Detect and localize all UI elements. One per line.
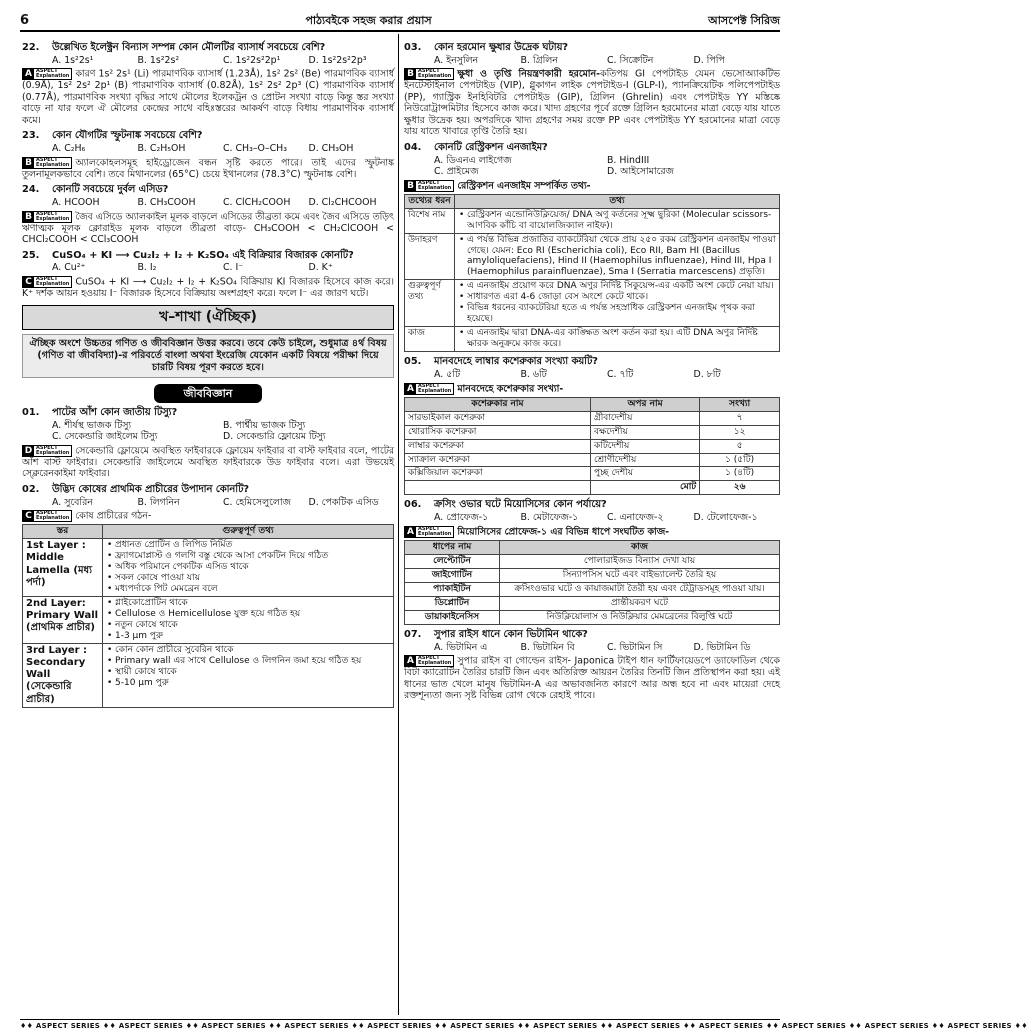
fact-item: • প্রধানত প্রোটিন ও লিপিড নির্মিত (106, 540, 390, 551)
question-stem (404, 356, 780, 368)
info-type: উদাহরণ (405, 233, 455, 280)
table-row (405, 327, 780, 352)
info-facts (455, 327, 780, 352)
page-footer: ♦♦ ASPECT SERIES ♦♦ ASPECT SERIES ♦♦ ASPECT SERIES ♦♦ ASPECT SERIES ♦♦ ASPECT SERIES ♦♦ ASPECT SERIES ♦♦ ASPECT SERIES ♦♦ ASPECT SERIES ♦♦ ASPECT SERIES ♦♦ ASPECT SERIES ♦♦ ASPECT SERIES ♦♦ ASPECT SERIES ♦♦ (20, 1019, 780, 1031)
question-stem (22, 250, 394, 262)
total-value: ২৬ (700, 481, 780, 495)
answer-options (404, 369, 780, 380)
badge-line: Explanation (418, 73, 452, 80)
badge-text (34, 69, 71, 79)
explanation (22, 445, 394, 480)
fact-item: • এ এনজাইম প্রয়োগ করে DNA অণুর নির্দিষ্ট সিকুয়েন্স-এর একটি অংশ কেটে নেয়া যায়। (458, 281, 776, 292)
explanation (404, 383, 780, 395)
table-row (405, 554, 780, 568)
explanation (404, 655, 780, 701)
table-cell: থোরাসিক কশেরুকা (405, 425, 591, 439)
question-text: উদ্ভিদ কোষের প্রাথমিক প্রাচীরের উপাদান কোনটি? (52, 483, 250, 495)
answer-option: A. সুবেরিন (52, 496, 93, 508)
layer-name: 2nd Layer: Primary Wall (প্রাথমিক প্রাচীর) (23, 597, 103, 644)
question-text: কোনটি সবচেয়ে দুর্বল এসিড? (52, 184, 169, 196)
question-number: 24. (22, 184, 40, 196)
question-block (404, 42, 780, 138)
answer-options (404, 512, 780, 523)
badge-line: Explanation (36, 215, 70, 222)
question-block (404, 142, 780, 192)
table-header: অপর নাম (590, 397, 699, 411)
answer-option: D. আইসোমারেজ (607, 166, 674, 178)
stage-name: লেপ্টোটিন (405, 554, 500, 568)
question-block (404, 356, 780, 394)
answer-letter: A (23, 69, 34, 79)
stage-event: সিন্যাপসিস ঘটে এবং বাইভ্যালেন্ট তৈরি হয় (500, 568, 780, 582)
explanation (404, 526, 780, 538)
question-number: 03. (404, 42, 422, 53)
explanation-badge (404, 68, 454, 80)
answer-option: D. পিপি (693, 54, 725, 66)
answer-options (22, 262, 394, 273)
section-note: ঐচ্ছিক অংশে উচ্চতর গণিত ও জীববিজ্ঞান উত্তর করবে। তবে কেউ চাইলে, শুধুমাত্র ৪র্থ বিষয় (গণিত বা জীববিদ্যা)-র পরিবর্তে বাংলা অথবা ইংরেজি যেকোন একটি বিষয়ে পরীক্ষা দিয়ে চারটি বিষয় পূরণ করতে হবে। (22, 334, 394, 377)
explanation-badge (404, 180, 454, 192)
badge-line: ASPECT (36, 444, 58, 451)
question-number: 22. (22, 42, 40, 53)
answer-option: A. ৫টি (434, 369, 461, 381)
badge-line: ASPECT (36, 210, 58, 217)
fact-list (106, 645, 390, 689)
fact-item: • বিভিন্ন ধরনের ব্যাকটেরিয়া হতে এ পর্যন্ত সহস্রাধিক রেস্ট্রিকশন এনজাইম পৃথক করা হয়েছে। (458, 303, 776, 325)
badge-line: ASPECT (418, 525, 440, 532)
badge-line: Explanation (36, 515, 70, 522)
answer-option: B. HindIII (607, 154, 650, 166)
fact-item: • গ্লাইকোপ্রোটিন থাকে (106, 598, 390, 609)
answer-option: A. C₂H₆ (52, 143, 86, 155)
answer-option: D. K⁺ (308, 262, 333, 274)
answer-letter: C (23, 277, 34, 287)
page-number: 6 (20, 13, 30, 29)
table-row (405, 453, 780, 467)
answer-option: C. ClCH₂COOH (223, 197, 291, 209)
question-stem (22, 484, 394, 496)
table-cell: স্যাক্রাল কশেরুকা (405, 453, 591, 467)
badge-line: ASPECT (418, 655, 440, 662)
answer-option: B. C₂H₅OH (137, 143, 186, 155)
table-row (405, 280, 780, 327)
fact-item: • Cellulose ও Hemicellulose যুক্ত হয়ে গঠিত হয় (106, 609, 390, 620)
answer-option: D. Cl₂CHCOOH (308, 197, 377, 209)
badge-text (416, 181, 453, 191)
table-header: ধাপের নাম (405, 540, 500, 554)
fact-item: • নতুন কোষে থাকে (106, 620, 390, 631)
answer-letter: B (23, 158, 34, 168)
badge-line: ASPECT (36, 275, 58, 282)
badge-line: ASPECT (418, 179, 440, 186)
answer-option: D. 1s²2s²2p³ (308, 54, 367, 66)
explanation (22, 68, 394, 126)
badge-text (34, 511, 71, 521)
badge-line: Explanation (36, 73, 70, 80)
right-column (404, 38, 780, 1013)
fact-list (458, 235, 776, 279)
question-number: 25. (22, 249, 40, 261)
question-text: কোনটি রেস্ট্রিকশন এনজাইম? (434, 141, 548, 153)
explanation-text: জৈব এসিডে অ্যালকাইল মূলক বাড়লে এসিডের তীব্রতা কমে এবং জৈব এসিডে তড়িৎ ঋণাত্মক মূলক ক্লোরাইড মূলক বাড়লে তীব্রতা বাড়ে- CH₃COOH < CH₂ClCOOH < CHCl₂COOH < CCl₃COOH (22, 211, 394, 246)
answer-option: D. টেলোফেজ-১ (693, 512, 758, 524)
badge-text (416, 384, 453, 394)
subject-heading: জীববিজ্ঞান (154, 384, 262, 403)
table-cell: কটিদেশীয় (590, 439, 699, 453)
info-type: কাজ (405, 327, 455, 352)
fact-item: • এ পর্যন্ত বিভিন্ন প্রজাতির ব্যাকটেরিয়া থেকে প্রায় ২৫০ রকম রেস্ট্রিকশন এনজাইম পাওয়া গেছে। যেমন: Eco RI (Escherichia coli), Eco RII, Bam HI (Bacillus amyloliquefaciens), Hind II (Haemophilus influenzae), Hind III, Hpa I (Haemophilus parainfluenzae), Sma I (Serratia marcescens) প্রভৃতি। (458, 235, 776, 279)
explanation (22, 157, 394, 180)
question-text: উল্লেখিত ইলেক্ট্রন বিন্যাস সম্পন্ন কোন মৌলটির ব্যাসার্ধ সবচেয়ে বেশি? (52, 42, 326, 53)
table-row (405, 610, 780, 624)
table-row (23, 539, 394, 597)
question-number: 05. (404, 356, 422, 368)
question-text: কোন যৌগটির স্ফুটনাঙ্ক সবচেয়ে বেশি? (52, 130, 203, 142)
page-header (20, 12, 780, 32)
fact-list (106, 598, 390, 642)
badge-line: Explanation (36, 449, 70, 456)
answer-option: C. এনাফেজ-২ (607, 512, 664, 524)
badge-line: Explanation (36, 280, 70, 287)
answer-letter: B (405, 69, 416, 79)
question-block (22, 484, 394, 522)
table-row (405, 568, 780, 582)
explanation-text: কারণ 1s² 2s¹ (Li) পারমাণবিক ব্যাসার্ধ (1.23Å), 1s² 2s² (Be) পারমাণবিক ব্যাসার্ধ (0.9Å), 1s² 2s² 2p¹ (B) পারমাণবিক ব্যাসার্ধ (0.82Å), 1s² 2s² 2p³ (C) পারমাণবিক ব্যাসার্ধ (0.77Å), পারমাণবিক সংখ্যা বৃদ্ধির সাথে মৌলের ইলেকট্রন ও প্রোটন সংখ্যা বাড়ে কিন্তু স্তর সংখ্যা বাড়ে না যার ফলে ঐ মৌলের কেন্দ্রের সাথে বহিঃস্তরের আকর্ষণ বাড়ে বিধায় পারমাণবিক ব্যাসার্ধ কমে। (22, 68, 394, 126)
table-row (405, 425, 780, 439)
explanation-text: CuSO₄ + KI ⟶ Cu₂I₂ + I₂ + K₂SO₄ বিক্রিয়ায় KI বিজারক হিসেবে কাজ করে। K⁺ দর্শক আয়ন হওয়ায় I⁻ বিজারক হিসেবে বিক্রিয়ায় অংশগ্রহণ করে। ফলে I⁻ এর জারণ ঘটে। (22, 276, 394, 299)
answer-option: C. প্রাইমেজ (434, 166, 479, 178)
answer-option: B. লিগনিন (137, 496, 180, 508)
table-header: সংখ্যা (700, 397, 780, 411)
badge-text (34, 212, 71, 222)
answer-option: C. ভিটামিন সি (607, 641, 663, 653)
explanation-badge (404, 526, 454, 538)
question-block (22, 407, 394, 480)
table-cell: ১২ (700, 425, 780, 439)
answer-option: C. I⁻ (223, 262, 244, 274)
explanation-badge (22, 157, 72, 169)
info-facts (455, 233, 780, 280)
question-text: সুপার রাইস ধানে কোন ভিটামিন থাকে? (434, 628, 588, 640)
explanation-badge (404, 655, 454, 667)
table-cell: শ্রোণীদেশীয় (590, 453, 699, 467)
info-type: গুরুত্বপূর্ণ তথ্য (405, 280, 455, 327)
question-text: মানবদেহে লাম্বার কশেরুকার সংখ্যা কয়টি? (434, 356, 598, 368)
explanation-badge (22, 445, 72, 457)
question-stem (404, 42, 780, 54)
vertebra-table (404, 397, 780, 496)
question-block (404, 499, 780, 537)
explanation-badge (22, 68, 72, 80)
answer-option: D. ভিটামিন ডি (693, 641, 751, 653)
badge-text (34, 446, 71, 456)
biology-questions-left (22, 407, 394, 522)
answer-letter: A (405, 527, 416, 537)
layer-facts (103, 643, 394, 707)
stage-event: পোলারাইজড বিন্যাস দেখা যায় (500, 554, 780, 568)
question-block (22, 250, 394, 300)
table-cell: ১ (৪টি) (700, 467, 780, 481)
question-number: 07. (404, 628, 422, 640)
header-tagline: পাঠ্যবইকে সহজ করার প্রয়াস (305, 14, 432, 28)
stage-name: ডিপ্লোটিন (405, 596, 500, 610)
question-stem (22, 42, 394, 54)
badge-text (416, 527, 453, 537)
question-stem (404, 142, 780, 154)
explanation-title: মানবদেহে কশেরুকার সংখ্যা- (457, 383, 564, 395)
fact-item: • 5-10 μm পুরু (106, 678, 390, 689)
table-row (23, 643, 394, 707)
column-divider (398, 34, 399, 1015)
question-stem (22, 130, 394, 142)
table-cell: কক্সিজিয়াল কশেরুকা (405, 467, 591, 481)
info-facts (455, 208, 780, 233)
badge-line: Explanation (418, 184, 452, 191)
question-block (404, 629, 780, 702)
answer-option: C. 1s²2s²2p¹ (223, 54, 281, 66)
answer-options (404, 642, 780, 653)
answer-letter: B (23, 212, 34, 222)
info-facts (455, 280, 780, 327)
question-stem (404, 629, 780, 641)
answer-options (22, 143, 394, 154)
table-cell: লাম্বার কশেরুকা (405, 439, 591, 453)
question-number: 02. (22, 483, 40, 495)
table-cell (405, 481, 591, 495)
answer-option: A. ভিটামিন এ (434, 641, 488, 653)
table-row (405, 467, 780, 481)
layer-name: 1st Layer : Middle Lamella (মধ্য পর্দা) (23, 539, 103, 597)
answer-letter: B (405, 181, 416, 191)
answer-option: C. সেকেন্ডারি জাইলেম টিস্যু (52, 431, 158, 443)
fact-item: • মধ্যপর্দাকে পিট মেমব্রেন বলে (106, 584, 390, 595)
question-stem (22, 184, 394, 196)
explanation-badge (404, 383, 454, 395)
badge-line: ASPECT (36, 68, 58, 75)
table-row (405, 233, 780, 280)
question-block (22, 130, 394, 180)
answer-option: D. ৮টি (693, 369, 721, 381)
cell-wall-table (22, 524, 394, 708)
table-total-row (405, 481, 780, 495)
header-series: আসপেক্ট সিরিজ (708, 14, 780, 28)
table-row (405, 582, 780, 596)
badge-line: ASPECT (36, 156, 58, 163)
answer-option: C. সিক্রেটিন (607, 54, 654, 66)
stage-name: ডায়াকাইনেসিস (405, 610, 500, 624)
badge-text (416, 656, 453, 666)
answer-options (22, 420, 394, 443)
table-row (405, 596, 780, 610)
stage-name: প্যাকাইটিন (405, 582, 500, 596)
question-stem (22, 407, 394, 419)
answer-option: A. Cu²⁺ (52, 262, 86, 274)
answer-options (22, 55, 394, 66)
answer-option: C. CH₃–O–CH₃ (223, 143, 287, 155)
explanation (22, 276, 394, 299)
table-header: কাজ (500, 540, 780, 554)
info-type: বিশেষ নাম (405, 208, 455, 233)
fact-item: • কোন কোন প্রাচীরে সুবেরিন থাকে (106, 645, 390, 656)
badge-line: Explanation (418, 660, 452, 667)
explanation-badge (22, 211, 72, 223)
badge-line: ASPECT (418, 68, 440, 75)
fact-list (458, 210, 776, 232)
question-number: 01. (22, 406, 40, 418)
layer-facts (103, 597, 394, 644)
question-block (22, 184, 394, 245)
answer-option: A. শীর্ষস্থ ভাজক টিস্যু (52, 419, 132, 431)
explanation-badge (22, 510, 72, 522)
total-label: মোট (590, 481, 699, 495)
meiosis-table (404, 540, 780, 625)
table-header: গুরুত্বপূর্ণ তথ্য (103, 525, 394, 539)
table-header: তথ্যের ধরন (405, 194, 455, 208)
explanation-text: কোষ প্রাচীরের গঠন- (75, 510, 152, 522)
stage-event: ক্রসিংওভার ঘটে ও কায়াজমাটা তৈরী হয় এবং টেট্রাডসমূহ পাওয়া যায়। (500, 582, 780, 596)
fact-item: • সকল কোষে পাওয়া যায় (106, 573, 390, 584)
table-cell: ১ (৫টি) (700, 453, 780, 467)
table-cell: গ্রীবাদেশীয় (590, 411, 699, 425)
chemistry-questions (22, 42, 394, 299)
answer-option: B. 1s²2s² (137, 54, 180, 66)
badge-text (34, 158, 71, 168)
answer-option: A. ইনসুলিন (434, 54, 479, 66)
table-row (405, 411, 780, 425)
question-number: 06. (404, 499, 422, 511)
stage-name: জাইগোটিন (405, 568, 500, 582)
badge-text (416, 69, 453, 79)
fact-item: • রেস্ট্রিকশন এন্ডোনিউক্লিয়েজ/ DNA অণু কর্তনের সূক্ষ্ম ছুরিকা (Molecular scissors- আণবিক কাঁচি বা বায়োলজিক্যাল নাইফ)। (458, 210, 776, 232)
table-row (23, 597, 394, 644)
answer-option: A. প্রোফেজ-১ (434, 512, 489, 524)
table-cell: ৫ (700, 439, 780, 453)
answer-option: B. CH₃COOH (137, 197, 196, 209)
explanation (404, 180, 780, 192)
table-cell: পুচ্ছ দেশীয় (590, 467, 699, 481)
fact-list (106, 540, 390, 595)
fact-item: • সাধারণত এরা 4-6 জোড়া বেস অংশে কেটে থাকে। (458, 292, 776, 303)
question-text: CuSO₄ + KI ⟶ Cu₂I₂ + I₂ + K₂SO₄ এই বিক্রিয়ার বিজারক কোনটি? (52, 249, 354, 261)
answer-letter: A (405, 384, 416, 394)
answer-options (404, 55, 780, 66)
explanation-text: কতিপয় GI পেপটাইড যেমন ভেসোঅ্যাকটিভ ইনটেস্টাইনাল পেপটাইড (VIP), গ্লুকাগন লাইক পেপটাইড-I (GLP-I), প্যানক্রিয়েটিক পলিপেপটাইড (PP), গ্যাস্ট্রিক ইনহিবিটরি পেপটাইড (GIP), গ্রিলিন (Ghrelin) এবং পেপটাইড YY মস্তিষ্কে নিউরোট্রান্সমিটার হিসেবে কাজ করে। খাদ্য গ্রহণের পূর্বে রক্তে গ্রিলিন হরমোনের মাত্রা বেড়ে যায় যাতে ক্ষুধার উদ্রেক হয়। অপরদিকে খাদ্য গ্রহণের সময় রক্তে PP এবং পেপটাইড YY হরমোনের মাত্রা বেড়ে যায় যাতে খাবারে তৃপ্তি তৈরি হয়। (404, 68, 780, 138)
fact-item: • এ এনজাইম দ্বারা DNA-এর কাঙ্ক্ষিত অংশ কর্তন করা হয়। এটি DNA অণুর নির্দিষ্ট ক্ষারক অনুক্রমে কাজ করে। (458, 328, 776, 350)
badge-line: Explanation (418, 387, 452, 394)
table-header: কশেরুকার নাম (405, 397, 591, 411)
question-block (22, 42, 394, 126)
badge-text (34, 277, 71, 287)
fact-item: • ফ্র্যাগমোপ্লাস্ট ও গলগি বস্তু থেকে আসা পেকটিন দিয়ে গঠিত (106, 551, 390, 562)
explanation-title: ক্ষুধা ও তৃপ্তি নিয়ন্ত্রণকারী হরমোন- (457, 68, 601, 80)
question-number: 04. (404, 141, 422, 153)
answer-letter: C (23, 511, 34, 521)
explanation-badge (22, 276, 72, 288)
badge-line: ASPECT (418, 382, 440, 389)
table-row (405, 208, 780, 233)
explanation (22, 510, 394, 522)
table-cell: বক্ষদেশীয় (590, 425, 699, 439)
explanation (404, 68, 780, 137)
table-cell: ৭ (700, 411, 780, 425)
explanation-text: অ্যালকোহলসমূহ হাইড্রোজেন বন্ধন সৃষ্টি করতে পারে। তাই এদের স্ফুটনাঙ্ক তুলনামূলকভাবে বেশি। তবে মিথানলের (65°C) চেয়ে ইথানলের (78.3°C) স্ফুটনাঙ্ক বেশি। (22, 157, 394, 180)
answer-option: A. 1s²2s¹ (52, 54, 94, 66)
fact-list (458, 328, 776, 350)
table-cell: সারভাইকাল কশেরুকা (405, 411, 591, 425)
layer-facts (103, 539, 394, 597)
answer-option: D. CH₃OH (308, 143, 354, 155)
table-header: স্তর (23, 525, 103, 539)
answer-options (22, 197, 394, 208)
badge-line: ASPECT (36, 510, 58, 517)
enzyme-table (404, 194, 780, 353)
fact-list (458, 281, 776, 325)
answer-option: B. ৬টি (520, 369, 547, 381)
question-number: 23. (22, 130, 40, 142)
explanation (22, 211, 394, 246)
left-column (22, 38, 394, 1013)
answer-option: A. HCOOH (52, 197, 100, 209)
answer-letter: D (24, 445, 33, 456)
badge-line: Explanation (418, 530, 452, 537)
layer-name: 3rd Layer : Secondary Wall (সেকেন্ডারি প্রাচীর) (23, 643, 103, 707)
section-banner: খ–শাখা (ঐচ্ছিক) (22, 305, 394, 330)
table-header: তথ্য (455, 194, 780, 208)
answer-option: B. মেটাফেজ-১ (520, 512, 579, 524)
answer-option: B. পার্শ্বীয় ভাজক টিস্যু (223, 419, 306, 431)
answer-option: C. হেমিসেলুলোজ (223, 496, 291, 508)
question-text: কোন হরমোন ক্ষুধার উদ্রেক ঘটায়? (434, 42, 569, 53)
fact-item: • অধিক পরিমানে পেকটিক এসিড থাকে (106, 562, 390, 573)
answer-option: B. I₂ (137, 262, 157, 274)
explanation-text: সেকেন্ডারি ফ্লোয়েমে অবস্থিত ফাইবারকে ফ্লোয়েম ফাইবার বা বাস্ট ফাইবার বলে, পাটের আঁশ বাস্ট ফাইবার। সেকেন্ডারি জাইলেমে অবস্থিত ফাইবারকে উড ফাইবার বলে। এরা উভয়েই স্ক্লেরেনকাইমা ফাইবার। (22, 445, 394, 480)
stage-event: নিউক্লিয়োলাস ও নিউক্লিয়ার মেমব্রেনের বিলুপ্তি ঘটে (500, 610, 780, 624)
answer-letter: A (405, 656, 416, 666)
question-stem (404, 499, 780, 511)
question-text: ক্রসিং ওভার ঘটে মিয়োসিসের কোন পর্যায়ে? (434, 499, 607, 511)
table-row (405, 439, 780, 453)
answer-option: A. ডিএনএ লাইগেজ (434, 154, 512, 166)
question-text: পাটের আঁশ কোন জাতীয় টিস্যু? (52, 406, 178, 418)
answer-options (22, 497, 394, 508)
fact-item: • Primary wall এর সাথে Cellulose ও লিগনিন জমা হয়ে গঠিত হয় (106, 656, 390, 667)
answer-option: D. সেকেন্ডারি ফ্লোয়েম টিস্যু (223, 431, 326, 443)
badge-line: Explanation (36, 161, 70, 168)
answer-option: D. পেকটিক এসিড (308, 496, 379, 508)
stage-event: প্রান্তীয়করণ ঘটে (500, 596, 780, 610)
answer-option: B. ভিটামিন বি (520, 641, 575, 653)
explanation-title: মিয়োসিসের প্রোফেজ-১ এর বিভিন্ন ধাপে সংঘটিত কাজ- (457, 526, 670, 538)
fact-item: • 1-3 μm পুরু (106, 631, 390, 642)
explanation-title: রেস্ট্রিকশন এনজাইম সম্পর্কিত তথ্য- (457, 180, 591, 192)
answer-option: C. ৭টি (607, 369, 634, 381)
answer-option: B. গ্রিলিন (520, 54, 558, 66)
answer-options (404, 155, 780, 178)
fact-item: • স্থায়ী কোষে থাকে (106, 667, 390, 678)
explanation-text: সুপার রাইস বা গোল্ডেন রাইস- Japonica টাইপ ধান ফার্টিফায়েডপে ড্যাফোডিল থেকে বিটা ক্যারোটিন তৈরির চারটি জিন এবং অতিরিক্ত আয়রন তৈরির তিনটি জিন প্রতিস্থাপন করা হয়। এই ধানের ভাত খেলে মানুষ ভিটামিন-A এর অভাবজনিত কারণে আর অন্ধ হবে না এবং মায়েরা দেহে রক্তশূন্যতা জন্য সৃষ্ট বিভিন্ন রোগ থেকে রেহাই পাবে। (404, 655, 780, 701)
